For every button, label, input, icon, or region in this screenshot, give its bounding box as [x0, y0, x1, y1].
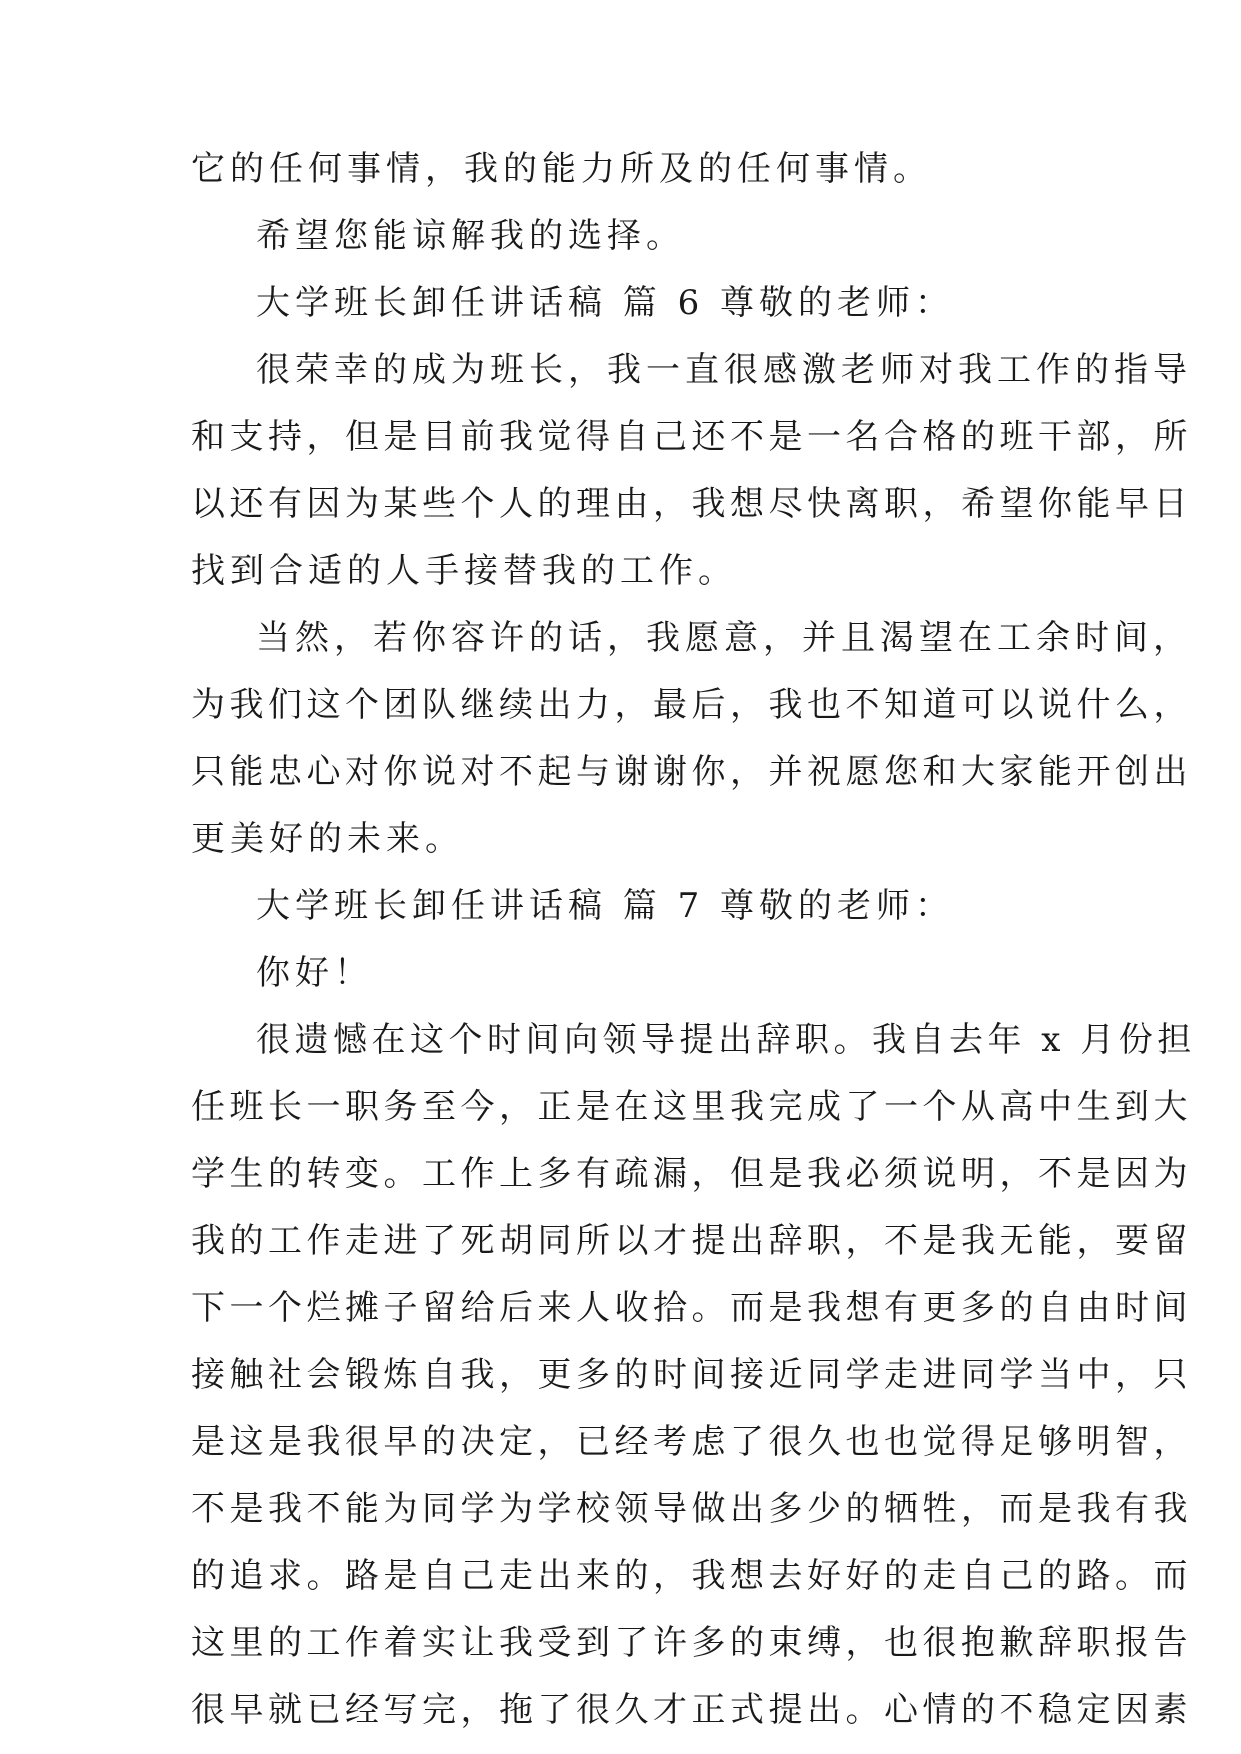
- text-line: 不是我不能为同学为学校领导做出多少的牺牲，而是我有我: [191, 1489, 1192, 1529]
- section-heading-7: 大学班长卸任讲话稿 篇 7 尊敬的老师：: [256, 886, 955, 926]
- text-line: 下一个烂摊子留给后来人收拾。而是我想有更多的自由时间: [191, 1288, 1192, 1328]
- text-line: 为我们这个团队继续出力，最后，我也不知道可以说什么，: [191, 685, 1192, 725]
- text-line: 找到合适的人手接替我的工作。: [191, 551, 737, 591]
- text-line: 以还有因为某些个人的理由，我想尽快离职，希望你能早日: [191, 484, 1192, 524]
- text-line: 学生的转变。工作上多有疏漏，但是我必须说明，不是因为: [191, 1154, 1192, 1194]
- text-line: 当然，若你容许的话，我愿意，并且渴望在工余时间，: [256, 618, 1192, 658]
- text-line: 这里的工作着实让我受到了许多的束缚，也很抱歉辞职报告: [191, 1623, 1192, 1663]
- greeting-line: 你好！: [256, 953, 373, 993]
- text-line: 只能忠心对你说对不起与谢谢你，并祝愿您和大家能开创出: [191, 752, 1192, 792]
- text-line: 是这是我很早的决定，已经考虑了很久也也觉得足够明智，: [191, 1422, 1192, 1462]
- text-line: 的追求。路是自己走出来的，我想去好好的走自己的路。而: [191, 1556, 1192, 1596]
- text-line: 它的任何事情，我的能力所及的任何事情。: [191, 149, 932, 189]
- text-line: 和支持，但是目前我觉得自己还不是一名合格的班干部，所: [191, 417, 1192, 457]
- text-line: 我的工作走进了死胡同所以才提出辞职，不是我无能，要留: [191, 1221, 1192, 1261]
- text-line: 任班长一职务至今，正是在这里我完成了一个从高中生到大: [191, 1087, 1192, 1127]
- text-line: 很遗憾在这个时间向领导提出辞职。我自去年 x 月份担: [256, 1020, 1196, 1060]
- text-line: 更美好的未来。: [191, 819, 464, 859]
- text-line: 接触社会锻炼自我，更多的时间接近同学走进同学当中，只: [191, 1355, 1192, 1395]
- text-line: 很荣幸的成为班长，我一直很感激老师对我工作的指导: [256, 350, 1192, 390]
- text-line: 希望您能谅解我的选择。: [256, 216, 685, 256]
- section-heading-6: 大学班长卸任讲话稿 篇 6 尊敬的老师：: [256, 283, 955, 323]
- text-line: 很早就已经写完，拖了很久才正式提出。心情的不稳定因素: [191, 1690, 1192, 1730]
